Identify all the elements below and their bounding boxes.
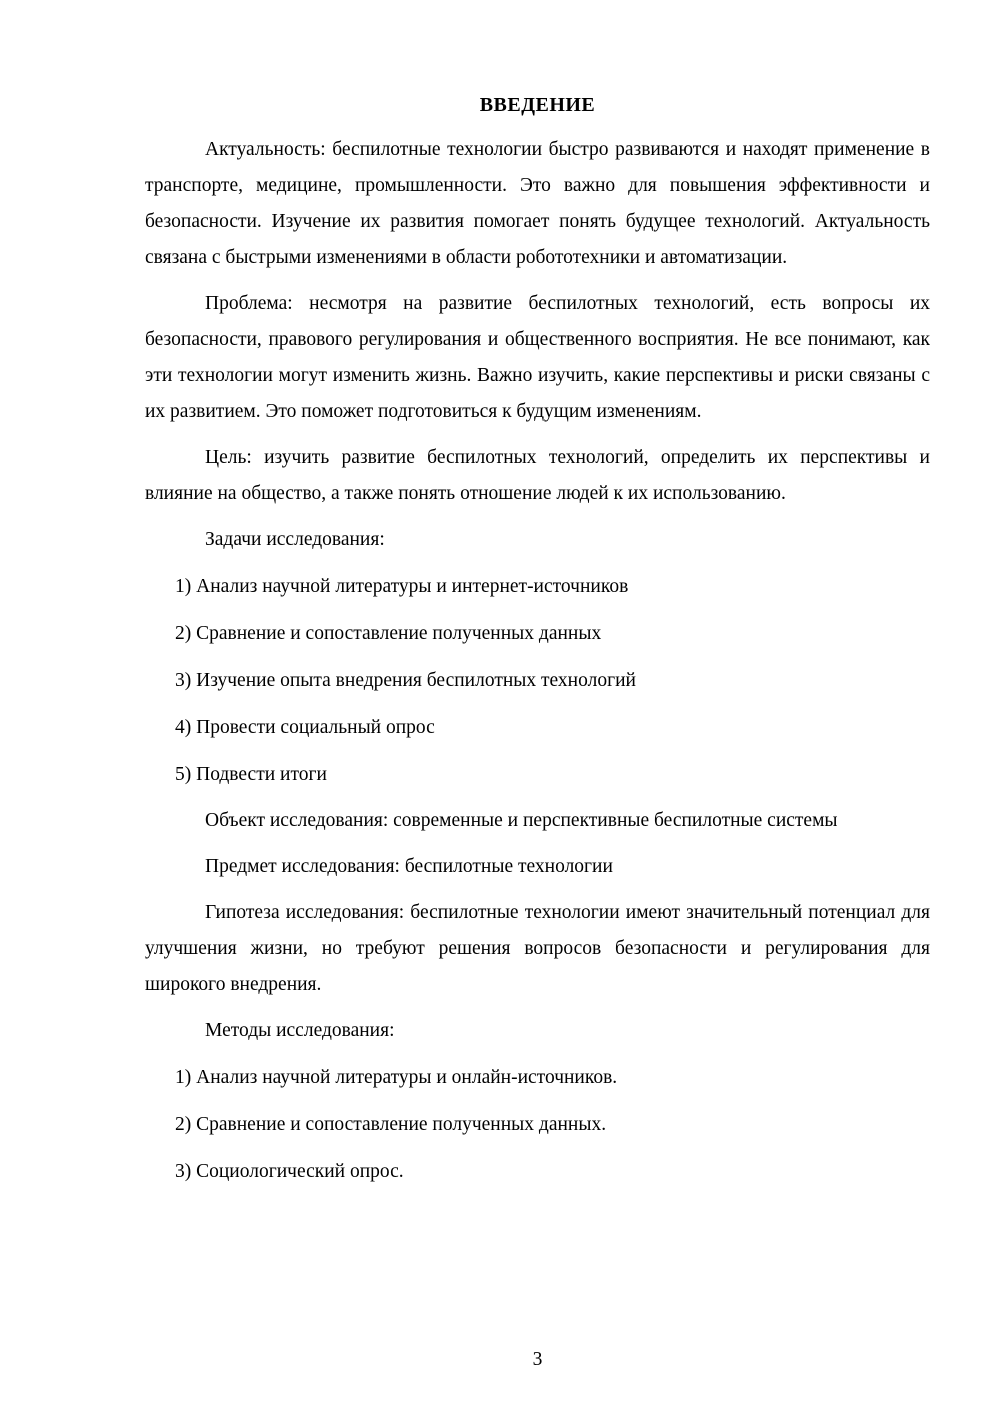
paragraph-goal: Цель: изучить развитие беспилотных технологий, определить их перспективы и влияние на общество, а также понять отношение людей к их использованию. bbox=[145, 447, 930, 504]
method-item-2: 2) Сравнение и сопоставление полученных данных. bbox=[175, 1114, 607, 1135]
task-item-4: 4) Провести социальный опрос bbox=[175, 717, 435, 738]
task-item-5: 5) Подвести итоги bbox=[175, 764, 327, 785]
task-item-3: 3) Изучение опыта внедрения беспилотных технологий bbox=[175, 670, 636, 691]
methods-heading: Методы исследования: bbox=[205, 1020, 395, 1041]
paragraph-relevance: Актуальность: беспилотные технологии быстро развиваются и находят применение в транспорте, медицине, промышленности. Это важно для повышения эффективности и безопасности. Изучение их развития помогает понять будущее технологий. Актуальность связана с быстрыми изменениями в области робототехники и автоматизации. bbox=[145, 139, 930, 268]
paragraph-object: Объект исследования: современные и перспективные беспилотные системы bbox=[205, 810, 838, 831]
tasks-heading: Задачи исследования: bbox=[205, 529, 385, 550]
task-item-2: 2) Сравнение и сопоставление полученных данных bbox=[175, 623, 602, 644]
method-item-1: 1) Анализ научной литературы и онлайн-источников. bbox=[175, 1067, 618, 1088]
paragraph-problem: Проблема: несмотря на развитие беспилотных технологий, есть вопросы их безопасности, правового регулирования и общественного восприятия. Не все понимают, как эти технологии могут изменить жизнь. Важно изучить, какие перспективы и риски связаны с их развитием. Это поможет подготовиться к будущим изменениям. bbox=[145, 293, 930, 422]
page-number: 3 bbox=[532, 1349, 543, 1370]
page-title: ВВЕДЕНИЕ bbox=[479, 94, 596, 116]
method-item-3: 3) Социологический опрос. bbox=[175, 1161, 404, 1182]
task-item-1: 1) Анализ научной литературы и интернет-источников bbox=[175, 576, 629, 597]
paragraph-subject: Предмет исследования: беспилотные технологии bbox=[205, 856, 613, 877]
paragraph-hypothesis: Гипотеза исследования: беспилотные технологии имеют значительный потенциал для улучшения жизни, но требуют решения вопросов безопасности и регулирования для широкого внедрения. bbox=[145, 902, 930, 995]
